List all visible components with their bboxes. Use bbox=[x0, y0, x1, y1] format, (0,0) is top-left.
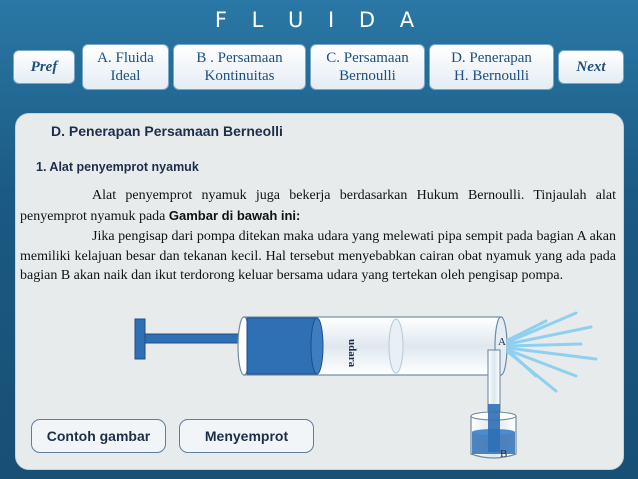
paragraph-1-text: Alat penyemprot nyamuk juga bekerja berdasarkan Hukum Bernoulli. Tinjaulah alat penyemprot nyamuk pada bbox=[20, 188, 616, 224]
navigation-bar bbox=[0, 42, 638, 94]
prev-button-label: Pref bbox=[30, 59, 58, 75]
pump-handle-bar bbox=[135, 319, 145, 359]
sprayer-figure bbox=[16, 114, 623, 469]
section-title: D. Penerapan Persamaan Berneolli bbox=[51, 123, 283, 139]
air-label: udara bbox=[346, 339, 358, 368]
subsection-title: 1. Alat penyemprot nyamuk bbox=[36, 160, 199, 174]
next-button-label: Next bbox=[576, 59, 606, 75]
spray-button[interactable] bbox=[179, 419, 314, 453]
pump-piston bbox=[247, 318, 317, 374]
tab-persamaan-bernoulli[interactable] bbox=[310, 44, 425, 90]
paragraph-2-text: Jika pengisap dari pompa ditekan maka udara yang melewati pipa sempit pada bagian A akan memiliki kelajuan besar dan tekanan kecil. Hal tersebut menyebabkan cairan obat nyamuk yang ada pada bagian B akan naik dan ikut terdorong keluar bersama udara yang tertekan oleh pengisap pompa. bbox=[20, 229, 616, 283]
tab-fluida-ideal[interactable] bbox=[82, 44, 169, 90]
paragraph-1-bold: Gambar di bawah ini: bbox=[168, 207, 301, 223]
pump-rod bbox=[145, 334, 251, 343]
tab-penerapan-bernoulli[interactable] bbox=[429, 44, 554, 90]
point-a-label: A bbox=[498, 336, 506, 348]
next-button[interactable] bbox=[558, 50, 624, 84]
spray-button-label: Menyemprot bbox=[204, 428, 289, 444]
example-button-label: Contoh gambar bbox=[46, 428, 151, 444]
tab-persamaan-bernoulli-label: C. Persamaan Bernoulli bbox=[326, 50, 409, 84]
tab-persamaan-kontinuitas[interactable] bbox=[173, 44, 306, 90]
prev-button[interactable] bbox=[13, 50, 75, 84]
spray-rays bbox=[508, 313, 596, 391]
tab-persamaan-kontinuitas-label: B . Persamaan Kontinuitas bbox=[196, 50, 283, 84]
point-b-label: B bbox=[500, 448, 508, 460]
content-panel bbox=[15, 113, 624, 470]
example-button[interactable] bbox=[31, 419, 166, 453]
tab-fluida-ideal-label: A. Fluida Ideal bbox=[97, 50, 154, 84]
tab-penerapan-bernoulli-label: D. Penerapan H. Bernoulli bbox=[451, 50, 532, 84]
slide-title: F L U I D A bbox=[214, 8, 424, 32]
